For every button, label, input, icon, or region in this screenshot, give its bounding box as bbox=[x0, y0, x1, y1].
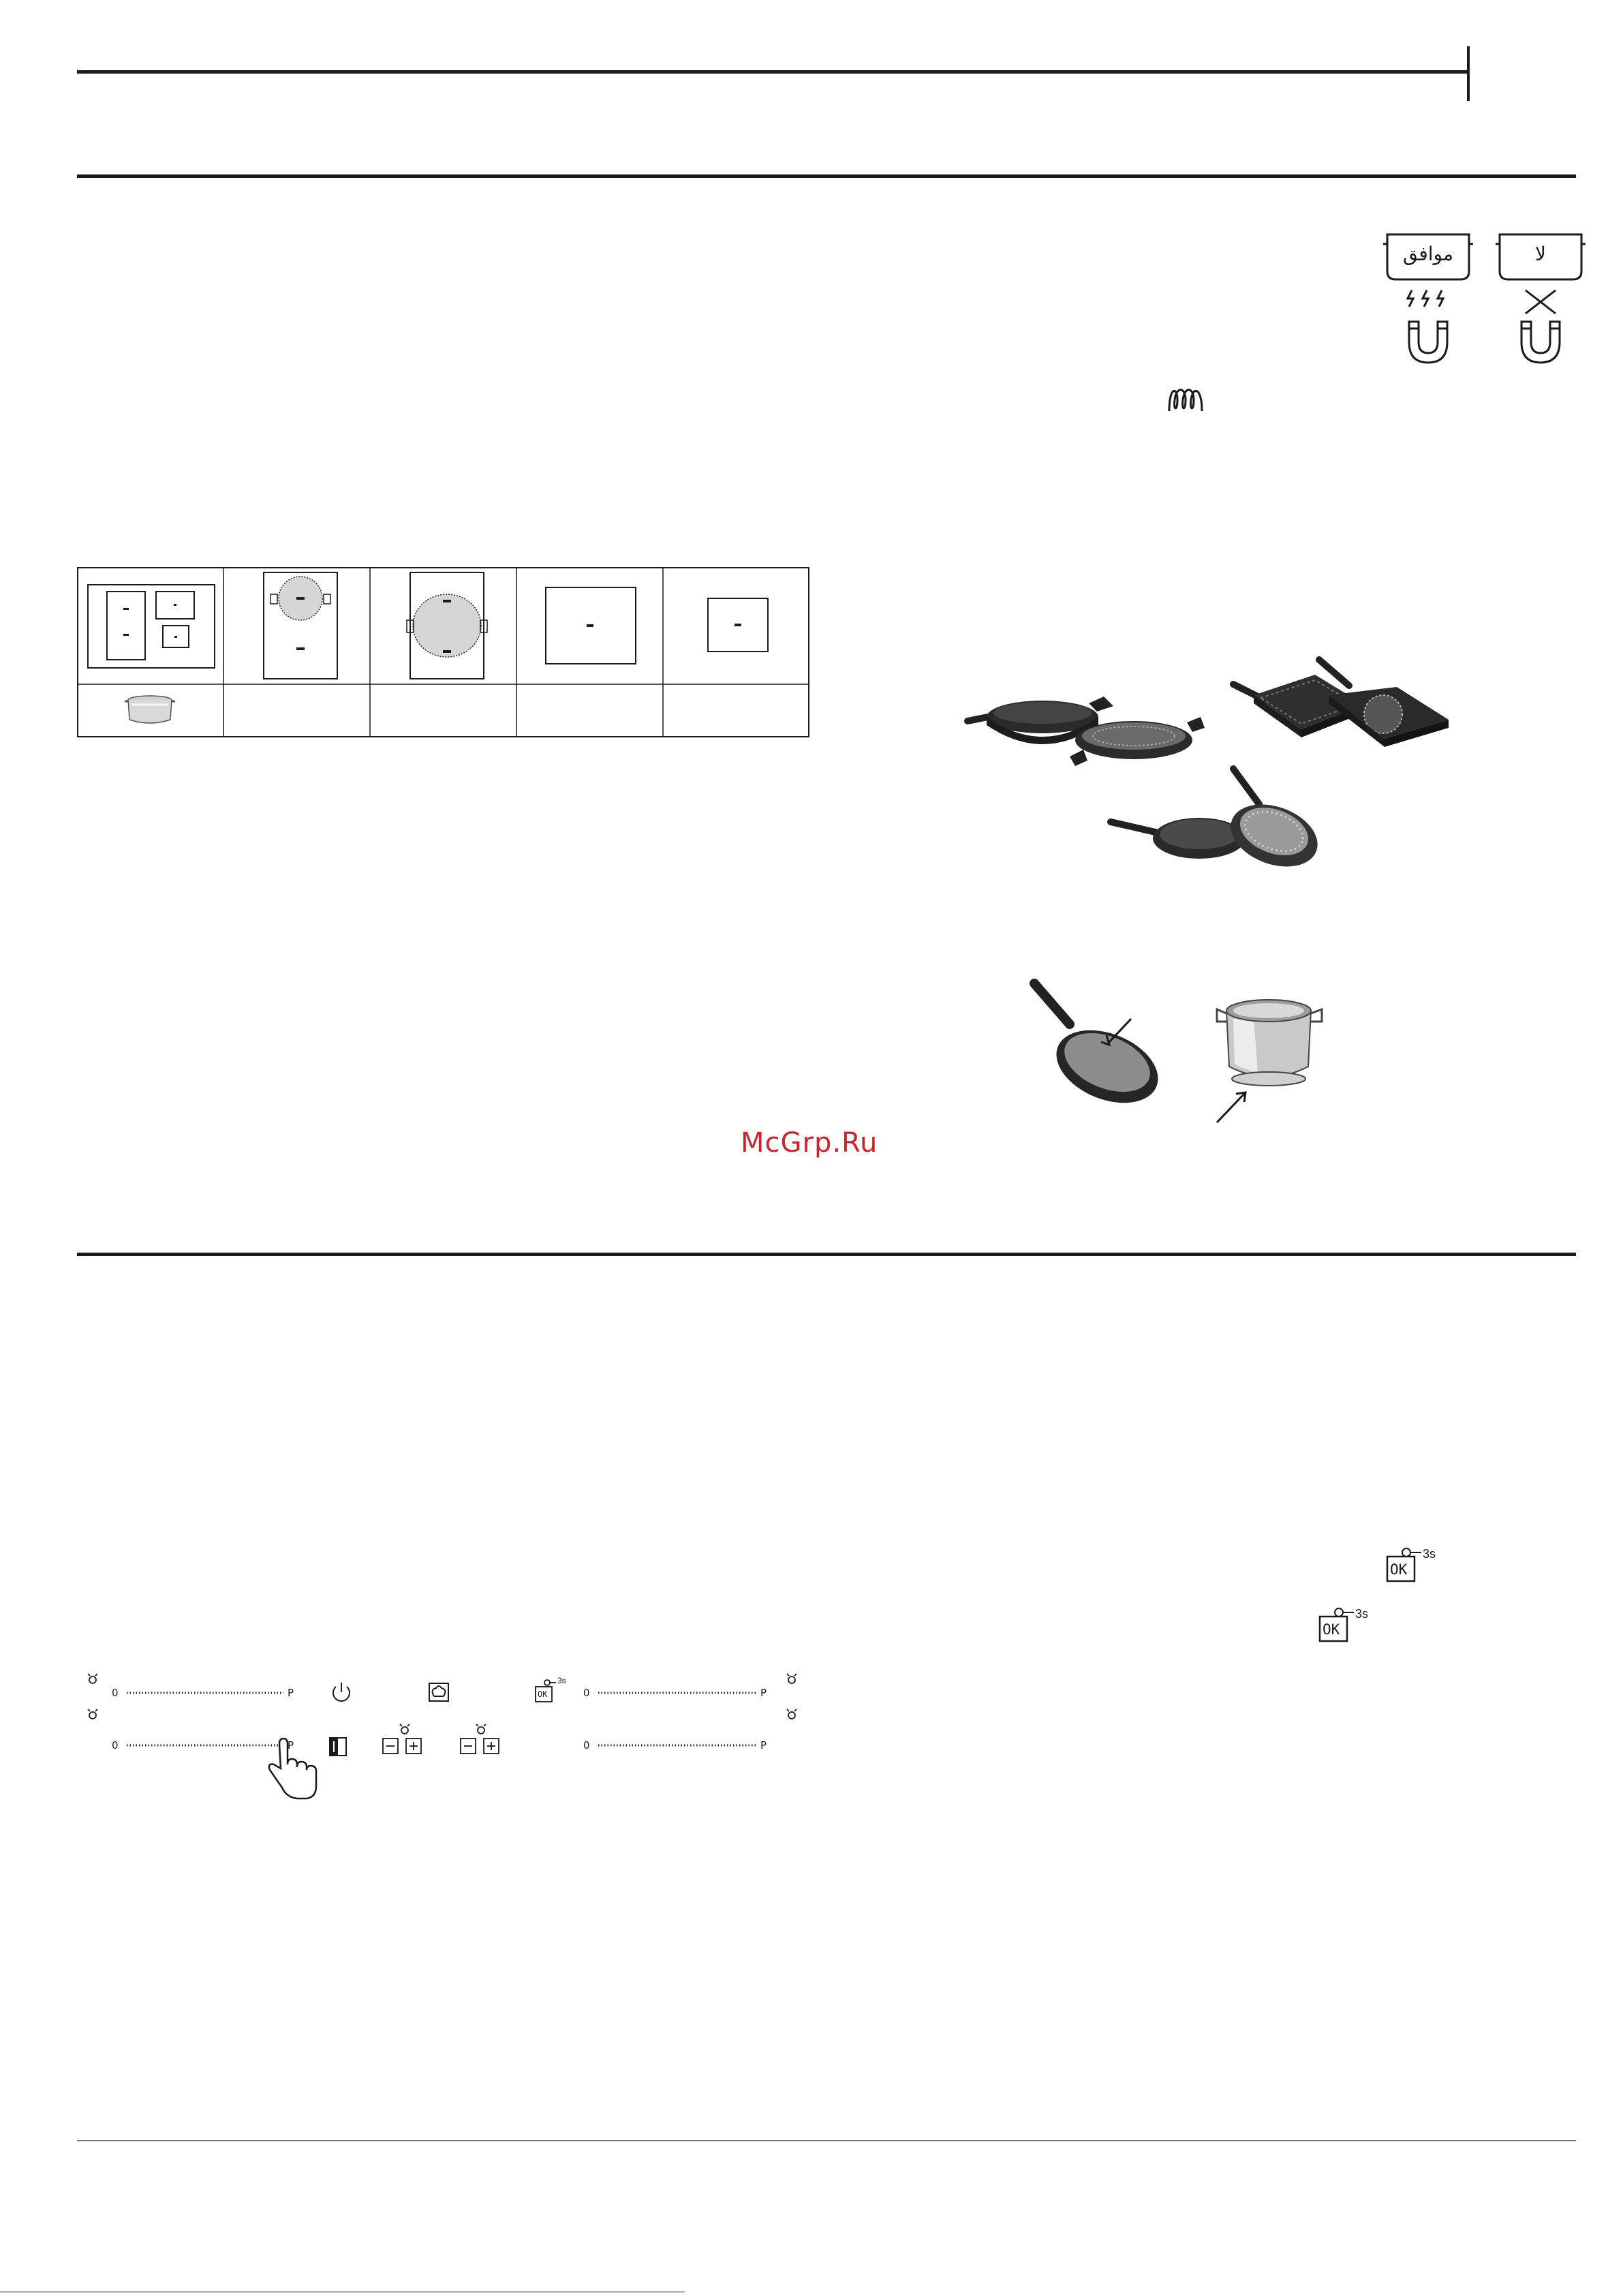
slider-max-label: P bbox=[288, 1687, 294, 1699]
magnet-icon bbox=[1521, 322, 1560, 363]
frying-pan-with-lid-image bbox=[1111, 769, 1326, 878]
hold-duration-label: 3s bbox=[1423, 1547, 1436, 1561]
cross-icon bbox=[1515, 286, 1566, 368]
hob-small-square-zone-diagram bbox=[708, 598, 768, 652]
unsuitable-label: لا bbox=[1535, 243, 1546, 265]
slider-min-label: 0 bbox=[112, 1687, 119, 1699]
watermark-text: McGrp.Ru bbox=[741, 1127, 878, 1159]
minus-icon bbox=[461, 1739, 476, 1754]
hob-oval-pan-zone-diagram bbox=[264, 572, 337, 679]
section-rule-1 bbox=[77, 174, 1576, 178]
slider-max-label: P bbox=[760, 1739, 767, 1751]
slider-min-label: 0 bbox=[583, 1739, 590, 1751]
footer-rule bbox=[77, 2140, 1576, 2141]
minus-icon bbox=[383, 1739, 398, 1754]
power-icon bbox=[333, 1683, 350, 1701]
slider-min-label: 0 bbox=[112, 1739, 119, 1751]
ok-hold-hint-2 bbox=[1318, 1607, 1380, 1645]
slider-max-label: P bbox=[760, 1687, 767, 1699]
steel-pot-image bbox=[1217, 1000, 1322, 1122]
plus-icon bbox=[484, 1739, 499, 1754]
flat-pan-image bbox=[1034, 983, 1169, 1117]
square-grill-pan-image bbox=[1233, 660, 1449, 747]
heat-waves-icon bbox=[1402, 286, 1454, 368]
ok-button-label: OK bbox=[538, 1689, 548, 1699]
control-panel-diagram bbox=[82, 1673, 804, 1809]
round-grill-pan-image bbox=[968, 697, 1205, 766]
hold-duration-label: 3s bbox=[557, 1676, 566, 1685]
cooking-zones-table bbox=[77, 567, 809, 737]
ok-button-label: OK bbox=[1390, 1561, 1408, 1578]
suitable-cookware-group bbox=[1383, 230, 1473, 373]
pan-bottom-check-illustration bbox=[1022, 971, 1404, 1128]
slider-max-label: P bbox=[288, 1739, 294, 1751]
ok-button-label: OK bbox=[1323, 1621, 1340, 1638]
header-rule-top bbox=[77, 70, 1468, 74]
hob-flex-square-zone-diagram bbox=[546, 587, 636, 664]
cookware-accessories-illustration bbox=[961, 654, 1458, 906]
pot-icon bbox=[125, 696, 175, 723]
induction-coil-icon bbox=[1165, 384, 1206, 416]
hob-four-zone-diagram bbox=[88, 585, 215, 668]
suitable-label: موافق bbox=[1403, 243, 1453, 265]
unsuitable-cookware-group bbox=[1496, 230, 1586, 373]
plus-icon bbox=[406, 1739, 421, 1754]
ok-hold-hint-1 bbox=[1386, 1547, 1447, 1585]
chef-hat-icon bbox=[429, 1683, 448, 1701]
header-rule-tick bbox=[1467, 46, 1470, 101]
section-rule-2 bbox=[77, 1253, 1576, 1256]
magnet-icon bbox=[1409, 322, 1447, 363]
slider-min-label: 0 bbox=[583, 1687, 590, 1699]
page-bottom-rule bbox=[0, 2291, 685, 2293]
hob-large-oval-zone-diagram bbox=[407, 572, 487, 679]
hold-duration-label: 3s bbox=[1355, 1607, 1369, 1621]
indicator-icon bbox=[330, 1738, 346, 1756]
